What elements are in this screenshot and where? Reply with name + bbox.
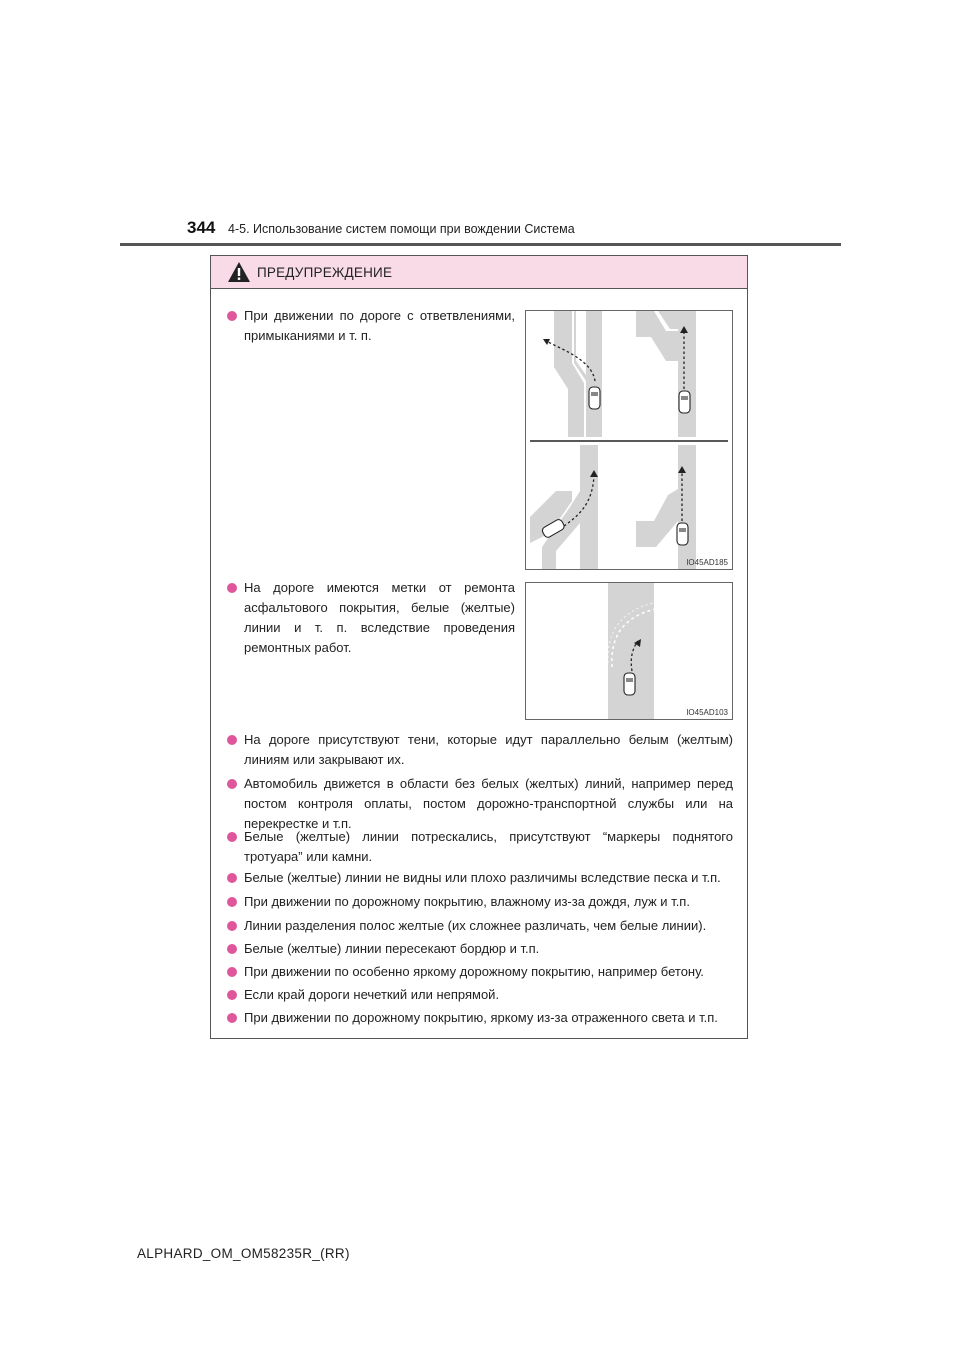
figure-code: IO45AD185 xyxy=(686,558,728,567)
list-item xyxy=(227,868,747,888)
list-item-text: При движении по особенно яркому дорожному покрытию, например бетону. xyxy=(244,964,704,979)
figure-code: IO45AD103 xyxy=(686,708,728,717)
bullet-dot-icon xyxy=(227,873,237,883)
bullet-dot-icon xyxy=(227,897,237,907)
bullet-dot-icon xyxy=(227,990,237,1000)
section-title: 4-5. Использование систем помощи при вождении Система xyxy=(228,222,575,236)
bullet-dot-icon xyxy=(227,944,237,954)
list-item xyxy=(227,306,515,346)
bullet-dot-icon xyxy=(227,832,237,842)
figure-road-repair-marks xyxy=(525,582,733,720)
list-item xyxy=(227,962,747,982)
list-item-text: При движении по дорожному покрытию, яркому из-за отраженного света и т.п. xyxy=(244,1010,718,1025)
list-item xyxy=(227,578,515,658)
bullet-dot-icon xyxy=(227,779,237,789)
list-item-text: Линии разделения полос желтые (их сложнее различать, чем белые линии). xyxy=(244,918,707,933)
list-item xyxy=(227,985,733,1005)
warning-title: ПРЕДУПРЕЖДЕНИЕ xyxy=(257,264,393,280)
footer-doc-id: ALPHARD_OM_OM58235R_(RR) xyxy=(137,1246,350,1261)
bullet-dot-icon xyxy=(227,311,237,321)
header-rule xyxy=(120,243,841,246)
list-item-text: Автомобиль движется в области без белых (желтых) линий, например перед постом контроля оплаты, постом дорожно-транспортной службы или на перекрестке и т.п. xyxy=(244,776,733,831)
warning-box xyxy=(210,255,748,1039)
warning-header xyxy=(211,256,747,289)
list-item-text: На дороге имеются метки от ремонта асфальтового покрытия, белые (желтые) линии и т. п. вследствие проведения ремонтных работ. xyxy=(244,580,515,655)
list-item xyxy=(227,939,733,959)
warning-triangle-icon xyxy=(227,261,251,283)
list-item-text: Белые (желтые) линии не видны или плохо различимы вследствие песка и т.п. xyxy=(244,870,721,885)
list-item xyxy=(227,892,733,912)
page-number: 344 xyxy=(187,218,216,237)
list-item xyxy=(227,730,733,770)
list-item xyxy=(227,827,733,867)
list-item-text: Белые (желтые) линии потрескались, присутствуют “маркеры поднятого тротуара” или камни. xyxy=(244,829,733,864)
list-item-text: При движении по дороге с ответвлениями, примыканиями и т. п. xyxy=(244,308,515,343)
bullet-dot-icon xyxy=(227,735,237,745)
list-item-text: На дороге присутствуют тени, которые идут параллельно белым (желтым) линиям или закрывают их. xyxy=(244,732,733,767)
list-item-text: Белые (желтые) линии пересекают бордюр и т.п. xyxy=(244,941,540,956)
figure-road-branches xyxy=(525,310,733,570)
bullet-dot-icon xyxy=(227,1013,237,1023)
bullet-dot-icon xyxy=(227,967,237,977)
list-item xyxy=(227,916,747,936)
list-item-text: При движении по дорожному покрытию, влажному из-за дождя, луж и т.п. xyxy=(244,894,690,909)
list-item xyxy=(227,1008,747,1028)
bullet-dot-icon xyxy=(227,921,237,931)
list-item xyxy=(227,774,733,834)
bullet-dot-icon xyxy=(227,583,237,593)
list-item-text: Если край дороги нечеткий или непрямой. xyxy=(244,987,500,1002)
